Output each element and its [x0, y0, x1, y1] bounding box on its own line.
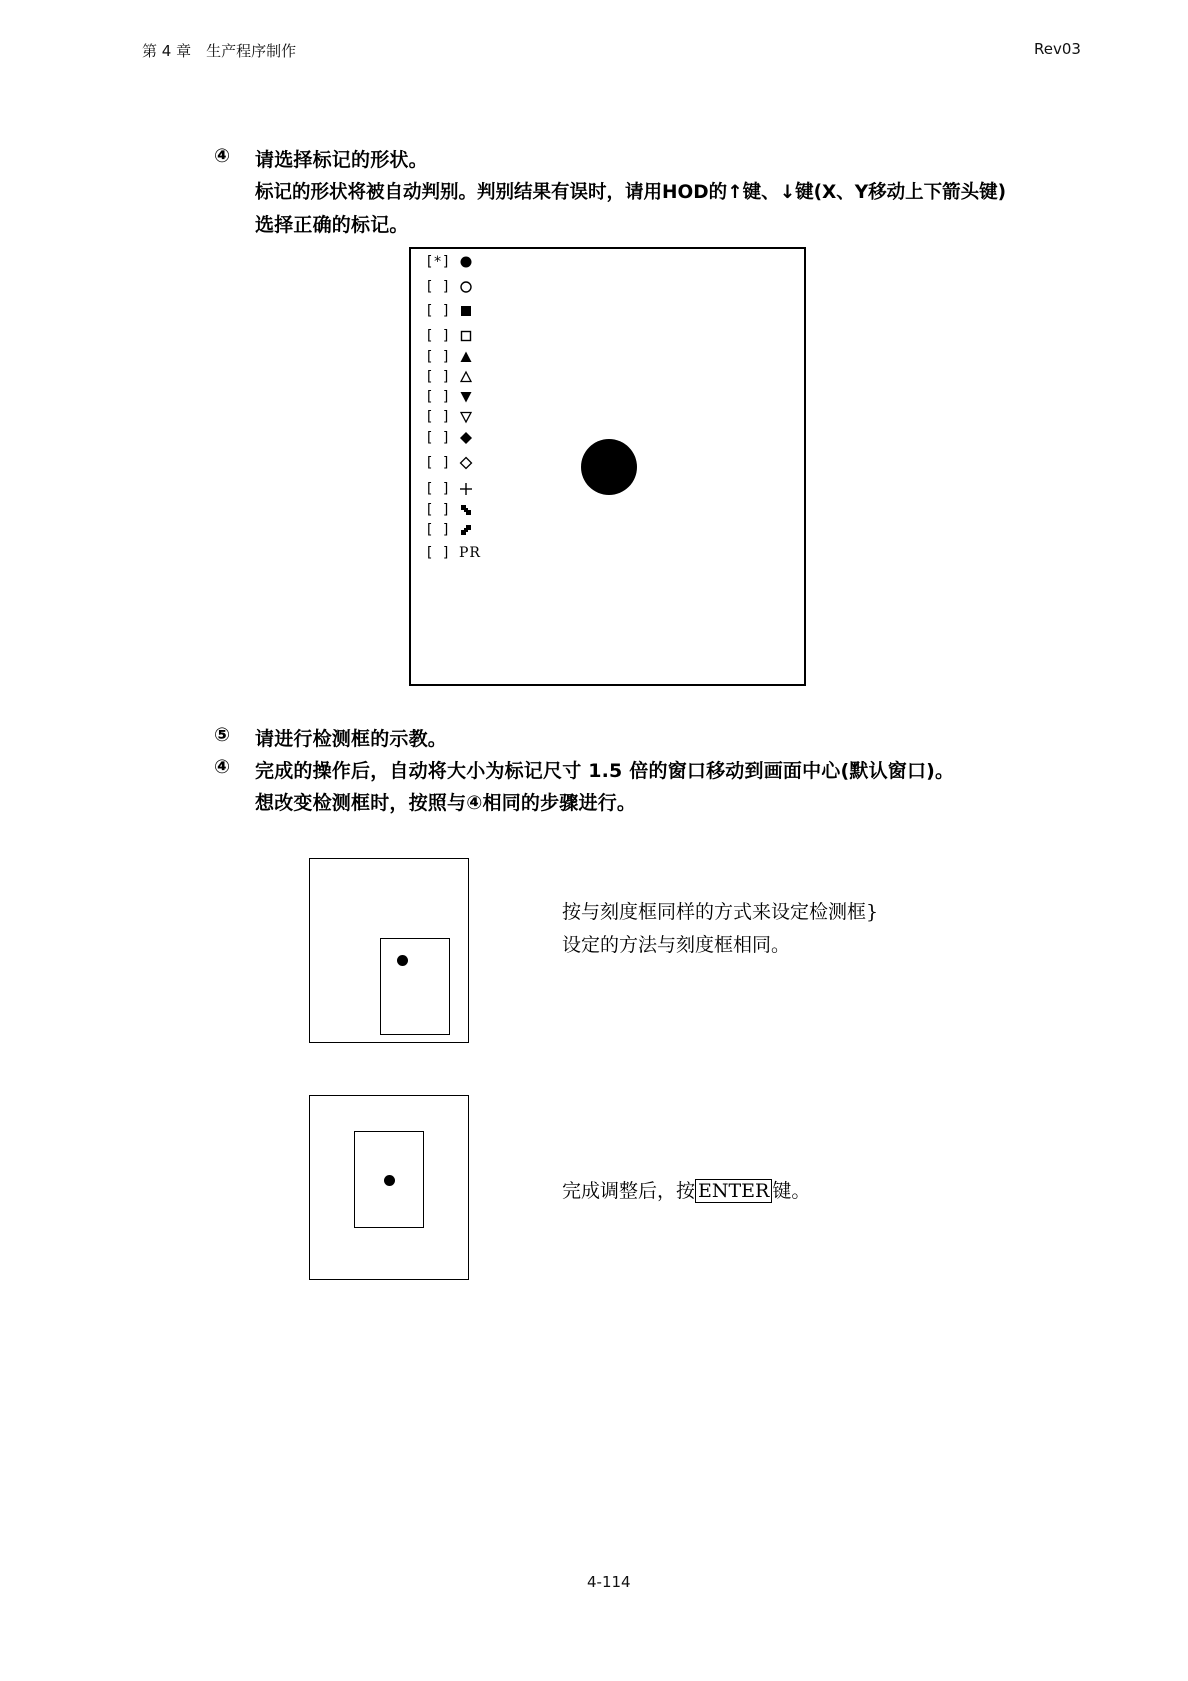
- option-marker: [ ]: [425, 279, 451, 295]
- hollow-diamond-icon: [459, 456, 473, 470]
- option-marker: [ ]: [425, 328, 451, 344]
- step4-title: 请选择标记的形状。: [255, 149, 428, 171]
- step5-title: 请进行检测框的示教。: [255, 728, 448, 750]
- option-marker: [ ]: [425, 303, 451, 319]
- shape-option[interactable]: [425, 407, 473, 427]
- figure1-screen: [309, 858, 469, 1043]
- cross-icon: [459, 482, 473, 496]
- filled-square-icon: [459, 304, 473, 318]
- filled-diamond-icon: [459, 431, 473, 445]
- figure2-caption-before: 完成调整后，按: [562, 1180, 696, 1202]
- chapter-header: 第 4 章 生产程序制作: [142, 42, 297, 60]
- option-marker-selected: [*]: [425, 254, 451, 270]
- option-marker: [ ]: [425, 369, 451, 385]
- revision-label: Rev03: [1034, 40, 1081, 58]
- shape-option[interactable]: [425, 543, 481, 563]
- figure2-screen: [309, 1095, 469, 1280]
- filled-circle-icon: [459, 255, 473, 269]
- step4-line2: 选择正确的标记。: [255, 214, 409, 236]
- hollow-triangle-down-icon: [459, 410, 473, 424]
- shape-option[interactable]: [425, 252, 473, 272]
- enter-key-label: ENTER: [695, 1179, 772, 1203]
- shape-option[interactable]: [425, 453, 473, 473]
- hollow-triangle-up-icon: [459, 370, 473, 384]
- pr-label: PR: [459, 545, 481, 561]
- option-marker: [ ]: [425, 389, 451, 405]
- mark-dot: [384, 1175, 395, 1186]
- option-marker: [ ]: [425, 349, 451, 365]
- option-marker: [ ]: [425, 481, 451, 497]
- step5-line1: 完成的操作后，自动将大小为标记尺寸 1.5 倍的窗口移动到画面中心(默认窗口)。: [255, 760, 955, 782]
- option-marker: [ ]: [425, 409, 451, 425]
- shape-option[interactable]: [425, 387, 473, 407]
- step5-number: ⑤: [214, 724, 231, 746]
- figure1-caption-line2: 设定的方法与刻度框相同。: [562, 934, 791, 956]
- option-marker: [ ]: [425, 430, 451, 446]
- checker-b-icon: [459, 523, 473, 537]
- hollow-circle-icon: [459, 280, 473, 294]
- figure1-caption-line1: 按与刻度框同样的方式来设定检测框}: [562, 901, 879, 923]
- shape-option[interactable]: [425, 500, 473, 520]
- shape-option[interactable]: [425, 277, 473, 297]
- option-marker: [ ]: [425, 522, 451, 538]
- option-marker: [ ]: [425, 455, 451, 471]
- shape-option[interactable]: [425, 479, 473, 499]
- option-marker: [ ]: [425, 502, 451, 518]
- figure2-caption-after: 键。: [772, 1180, 811, 1202]
- checker-a-icon: [459, 503, 473, 517]
- step5-sub-number: ④: [214, 756, 231, 778]
- shape-option[interactable]: [425, 367, 473, 387]
- filled-triangle-down-icon: [459, 390, 473, 404]
- filled-triangle-up-icon: [459, 350, 473, 364]
- figure2-caption: [562, 1176, 810, 1203]
- shape-select-screen: [409, 247, 806, 686]
- hollow-square-icon: [459, 329, 473, 343]
- shape-option[interactable]: [425, 347, 473, 367]
- shape-option[interactable]: [425, 520, 473, 540]
- detection-window: [380, 938, 450, 1035]
- option-marker: [ ]: [425, 545, 451, 561]
- shape-option[interactable]: [425, 428, 473, 448]
- mark-preview-circle: [581, 439, 637, 495]
- step5-line2: 想改变检测框时，按照与④相同的步骤进行。: [255, 792, 637, 814]
- step4-number: ④: [214, 145, 231, 167]
- page-number: 4-114: [587, 1573, 631, 1591]
- step4-line1: 标记的形状将被自动判别。判别结果有误时，请用HOD的↑键、↓键(X、Y移动上下箭头键): [255, 182, 1007, 203]
- shape-option[interactable]: [425, 326, 473, 346]
- mark-dot: [397, 955, 408, 966]
- shape-option[interactable]: [425, 301, 473, 321]
